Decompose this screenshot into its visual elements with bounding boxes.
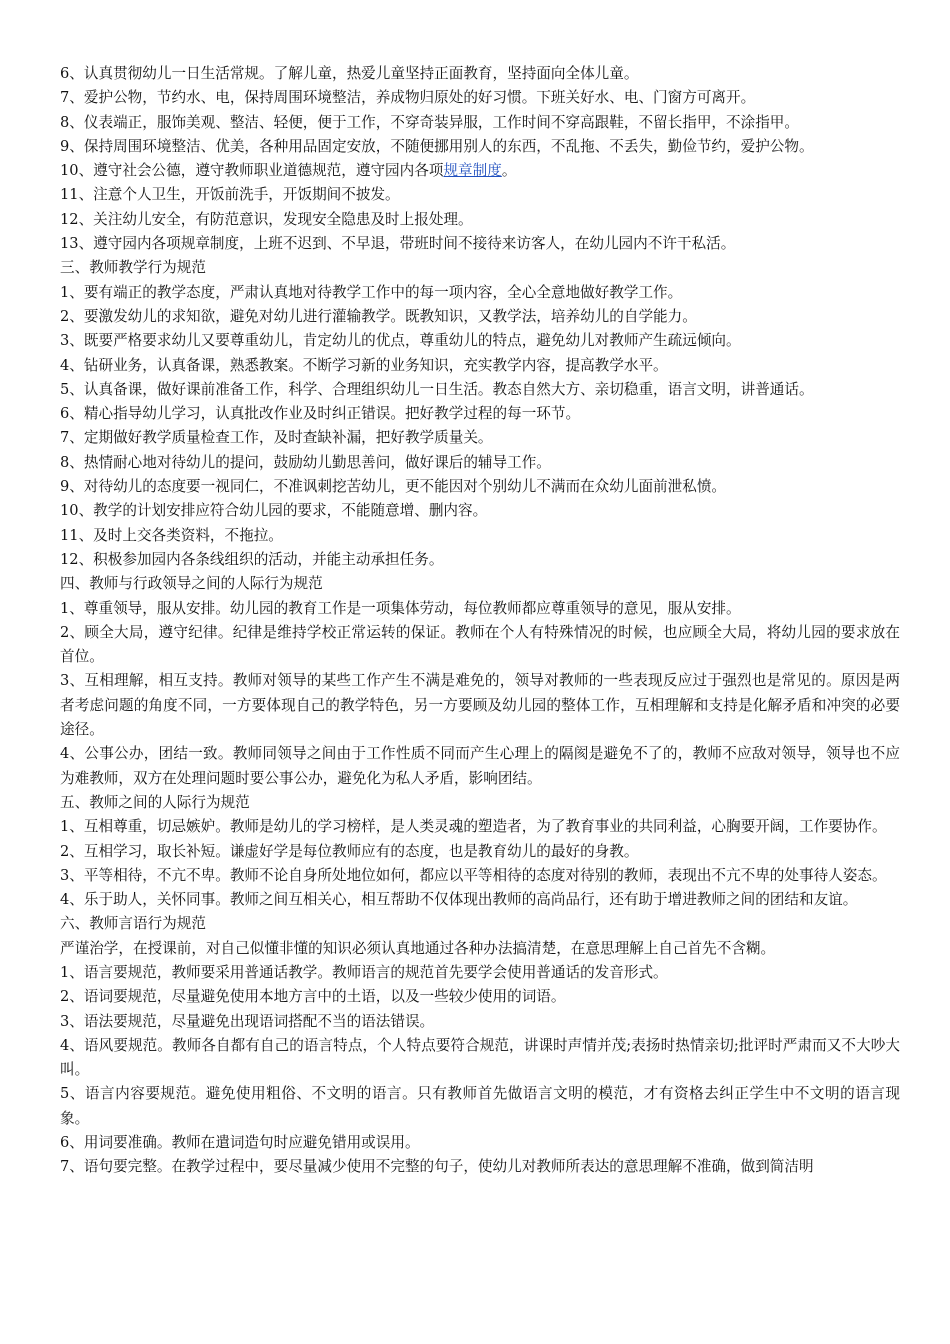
paragraph-text: 四、教师与行政领导之间的人际行为规范 [60,575,323,593]
paragraph [60,208,900,232]
paragraph-text: 1、尊重领导，服从安排。幼儿园的教育工作是一项集体劳动，每位教师都应尊重领导的意见，服从安排。 [60,599,741,617]
paragraph [60,864,900,888]
paragraph-text: 6、精心指导幼儿学习，认真批改作业及时纠正错误。把好教学过程的每一环节。 [60,405,581,423]
paragraph [60,888,900,912]
paragraph-text: 2、顾全大局，遵守纪律。纪律是维持学校正常运转的保证。教师在个人有特殊情况的时候，也应顾全大局，将幼儿园的要求放在首位。 [60,623,900,666]
paragraph-text: 2、要激发幼儿的求知欲，避免对幼儿进行灌输教学。既教知识，又教学法，培养幼儿的自学能力。 [60,307,697,325]
paragraph [60,1034,900,1083]
regulations-link[interactable]: 规章制度 [443,162,502,180]
paragraph [60,281,900,305]
paragraph-text: 7、定期做好教学质量检查工作，及时查缺补漏，把好教学质量关。 [60,429,493,447]
paragraph-text: 7、语句要完整。在教学过程中，要尽量减少使用不完整的句子，使幼儿对教师所表达的意思理解不准确，做到简洁明 [60,1158,814,1176]
paragraph-text: 1、互相尊重，切忌嫉妒。教师是幼儿的学习榜样，是人类灵魂的塑造者，为了教育事业的共同利益，心胸要开阔，工作要协作。 [60,818,887,836]
paragraph-text: 3、互相理解，相互支持。教师对领导的某些工作产生不满是难免的，领导对教师的一些表现反应过于强烈也是常见的。原因是两者考虑问题的角度不同，一方要体现自己的教学特色，另一方要顾及幼儿园的整体工作，互相理解和支持是化解矛盾和冲突的必要途径。 [60,672,900,739]
paragraph [60,499,900,523]
paragraph [60,256,900,280]
paragraph [60,1010,900,1034]
paragraph [60,548,900,572]
paragraph-text-tail: 。 [501,162,517,180]
paragraph-text: 五、教师之间的人际行为规范 [60,793,250,811]
paragraph [60,840,900,864]
paragraph [60,742,900,791]
paragraph [60,791,900,815]
paragraph-text: 11、及时上交各类资料，不拖拉。 [60,526,283,544]
paragraph-text: 8、仪表端正，服饰美观、整洁、轻便，便于工作，不穿奇装异服，工作时间不穿高跟鞋，不留长指甲，不涂指甲。 [60,113,799,131]
paragraph [60,937,900,961]
paragraph-text: 11、注意个人卫生，开饭前洗手，开饭期间不披发。 [60,186,400,204]
paragraph-text: 9、保持周围环境整洁、优美，各种用品固定安放，不随便挪用别人的东西，不乱拖、不丢失，勤俭节约，爱护公物。 [60,137,814,155]
paragraph-text: 7、爱护公物，节约水、电，保持周围环境整洁，养成物归原处的好习惯。下班关好水、电、门窗方可离开。 [60,89,756,107]
paragraph-text: 1、语言要规范，教师要采用普通话教学。教师语言的规范首先要学会使用普通话的发音形式。 [60,963,668,981]
paragraph-text: 4、公事公办，团结一致。教师同领导之间由于工作性质不同而产生心理上的隔阂是避免不了的，教师不应敌对领导，领导也不应为难教师，双方在处理问题时要公事公办，避免化为私人矛盾，影响团结。 [60,745,900,787]
paragraph-text: 10、教学的计划安排应符合幼儿园的要求，不能随意增、删内容。 [60,502,488,520]
paragraph-text: 6、认真贯彻幼儿一日生活常规。了解儿童，热爱儿童坚持正面教育，坚持面向全体儿童。 [60,65,639,82]
paragraph-text: 4、钻研业务，认真备课，熟悉教案。不断学习新的业务知识，充实教学内容，提高教学水平。 [60,356,668,374]
paragraph-text: 严谨治学，在授课前，对自己似懂非懂的知识必须认真地通过各种办法搞清楚，在意思理解上自己首先不含糊。 [60,939,776,957]
paragraph [60,815,900,839]
paragraph [60,669,900,742]
paragraph [60,1082,900,1131]
paragraph [60,402,900,426]
paragraph [60,572,900,596]
paragraph-text: 10、遵守社会公德，遵守教师职业道德规范，遵守园内各项 [60,162,444,180]
paragraph [60,961,900,985]
paragraph-text: 3、平等相待，不亢不卑。教师不论自身所处地位如何，都应以平等相待的态度对待别的教师，表现出不亢不卑的处事待人姿态。 [60,866,887,884]
paragraph [60,111,900,135]
paragraph [60,475,900,499]
paragraph [60,524,900,548]
paragraph [60,597,900,621]
paragraph-text: 13、遵守园内各项规章制度，上班不迟到、不早退，带班时间不接待来访客人，在幼儿园内不许干私活。 [60,235,736,253]
paragraph-text: 9、对待幼儿的态度要一视同仁，不准讽刺挖苦幼儿，更不能因对个别幼儿不满而在众幼儿面前泄私愤。 [60,478,727,496]
paragraph [60,305,900,329]
paragraph-text: 8、热情耐心地对待幼儿的提问，鼓励幼儿勤思善问，做好课后的辅导工作。 [60,453,551,471]
paragraph-text: 6、用词要准确。教师在遣词造句时应避免错用或误用。 [60,1134,420,1152]
paragraph [60,159,900,183]
paragraph [60,354,900,378]
paragraph-text: 3、既要严格要求幼儿又要尊重幼儿，肯定幼儿的优点，尊重幼儿的特点，避免幼儿对教师产生疏远倾向。 [60,332,741,350]
paragraph [60,329,900,353]
paragraph [60,378,900,402]
paragraph-text: 5、语言内容要规范。避免使用粗俗、不文明的语言。只有教师首先做语言文明的模范，才有资格去纠正学生中不文明的语言现象。 [60,1085,900,1127]
paragraph [60,426,900,450]
paragraph [60,135,900,159]
paragraph [60,912,900,936]
paragraph-text: 4、乐于助人，关怀同事。教师之间互相关心，相互帮助不仅体现出教师的高尚品行，还有助于增进教师之间的团结和友谊。 [60,891,858,909]
paragraph-text: 5、认真备课，做好课前准备工作，科学、合理组织幼儿一日生活。教态自然大方、亲切稳重，语言文明，讲普通话。 [60,380,814,398]
paragraph [60,621,900,670]
paragraph-text: 4、语风要规范。教师各自都有自己的语言特点，个人特点要符合规范，讲课时声情并茂;表扬时热情亲切;批评时严肃而又不大吵大叫。 [60,1036,900,1079]
paragraph [60,1131,900,1155]
paragraph-text: 2、互相学习，取长补短。谦虚好学是每位教师应有的态度，也是教育幼儿的最好的身教。 [60,842,639,860]
paragraph-text: 三、教师教学行为规范 [60,259,206,277]
paragraph [60,183,900,207]
paragraph-text: 1、要有端正的教学态度，严肃认真地对待教学工作中的每一项内容，全心全意地做好教学工作。 [60,283,683,301]
paragraph [60,232,900,256]
paragraph [60,62,900,86]
paragraph-text: 3、语法要规范，尽量避免出现语词搭配不当的语法错误。 [60,1012,435,1030]
paragraph-text: 12、积极参加园内各条线组织的活动，并能主动承担任务。 [60,550,444,568]
paragraph-text: 2、语词要规范，尽量避免使用本地方言中的土语，以及一些较少使用的词语。 [60,988,566,1006]
paragraph-text: 12、关注幼儿安全，有防范意识，发现安全隐患及时上报处理。 [60,210,473,228]
paragraph-text: 六、教师言语行为规范 [60,915,206,933]
paragraph [60,1155,900,1179]
paragraph [60,86,900,110]
paragraph [60,451,900,475]
paragraph [60,985,900,1009]
